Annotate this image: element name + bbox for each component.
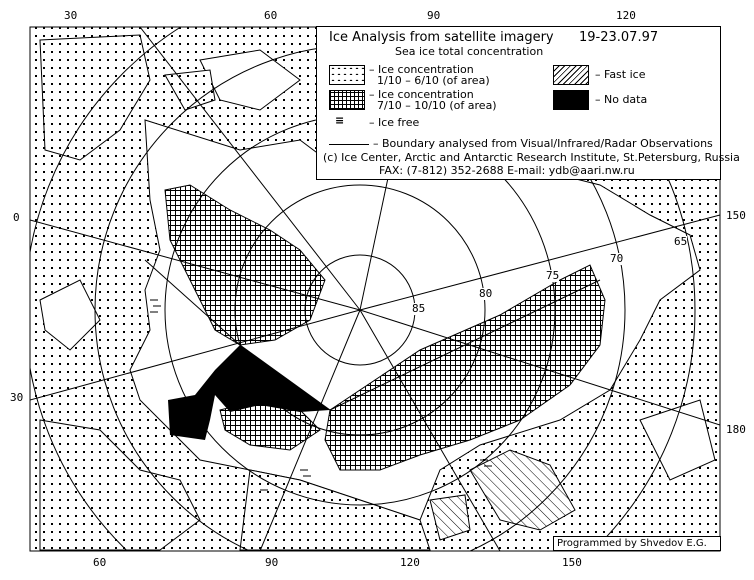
map-subtitle: Sea ice total concentration [395,45,544,58]
lat-label: 80 [479,287,493,300]
legend-boundary: – Boundary analysed from Visual/Infrared/Radar Observations [373,137,713,150]
lat-label: 65 [674,235,688,248]
lat-label: 85 [412,302,426,315]
ice-free-swatch: ≡ [335,114,345,127]
lon-label-bottom: 60 [93,556,107,569]
legend-high-conc-1: – Ice concentration [369,88,474,101]
legend-ice-free: – Ice free [369,116,420,129]
credit-box: Programmed by Shvedov E.G. [553,536,721,551]
legend-box [316,26,740,180]
lon-label-left: 0 [13,211,20,224]
high-concentration-swatch [329,90,365,110]
map-title: Ice Analysis from satellite imagery [329,30,554,45]
legend-low-conc-1: – Ice concentration [369,63,474,76]
lon-label-top: 30 [64,9,78,22]
lat-label: 75 [546,269,560,282]
lon-label-right: 180 [726,423,746,436]
fast-ice-swatch [553,65,589,85]
map-dates: 19-23.07.97 [579,30,659,45]
legend-contact: FAX: (7-812) 352-2688 E-mail: ydb@aari.nw.ru [379,164,635,177]
lon-label-bottom: 120 [400,556,420,569]
lon-label-top: 120 [616,9,636,22]
lon-label-bottom: 90 [265,556,279,569]
lon-label-left: 30 [10,391,24,404]
legend-fast-ice: – Fast ice [595,68,646,81]
lat-label: 70 [610,252,624,265]
no-data-swatch [553,90,589,110]
lon-label-bottom: 150 [562,556,582,569]
legend-high-conc-2: 7/10 – 10/10 (of area) [377,99,497,112]
legend-copyright: (c) Ice Center, Arctic and Antarctic Research Institute, St.Petersburg, Russia [323,151,740,164]
legend-low-conc-2: 1/10 – 6/10 (of area) [377,74,490,87]
lon-label-right: 150 [726,209,746,222]
legend-no-data: – No data [595,93,648,106]
boundary-line-swatch [329,144,369,145]
lon-label-top: 60 [264,9,278,22]
lon-label-top: 90 [427,9,441,22]
low-concentration-swatch [329,65,365,85]
